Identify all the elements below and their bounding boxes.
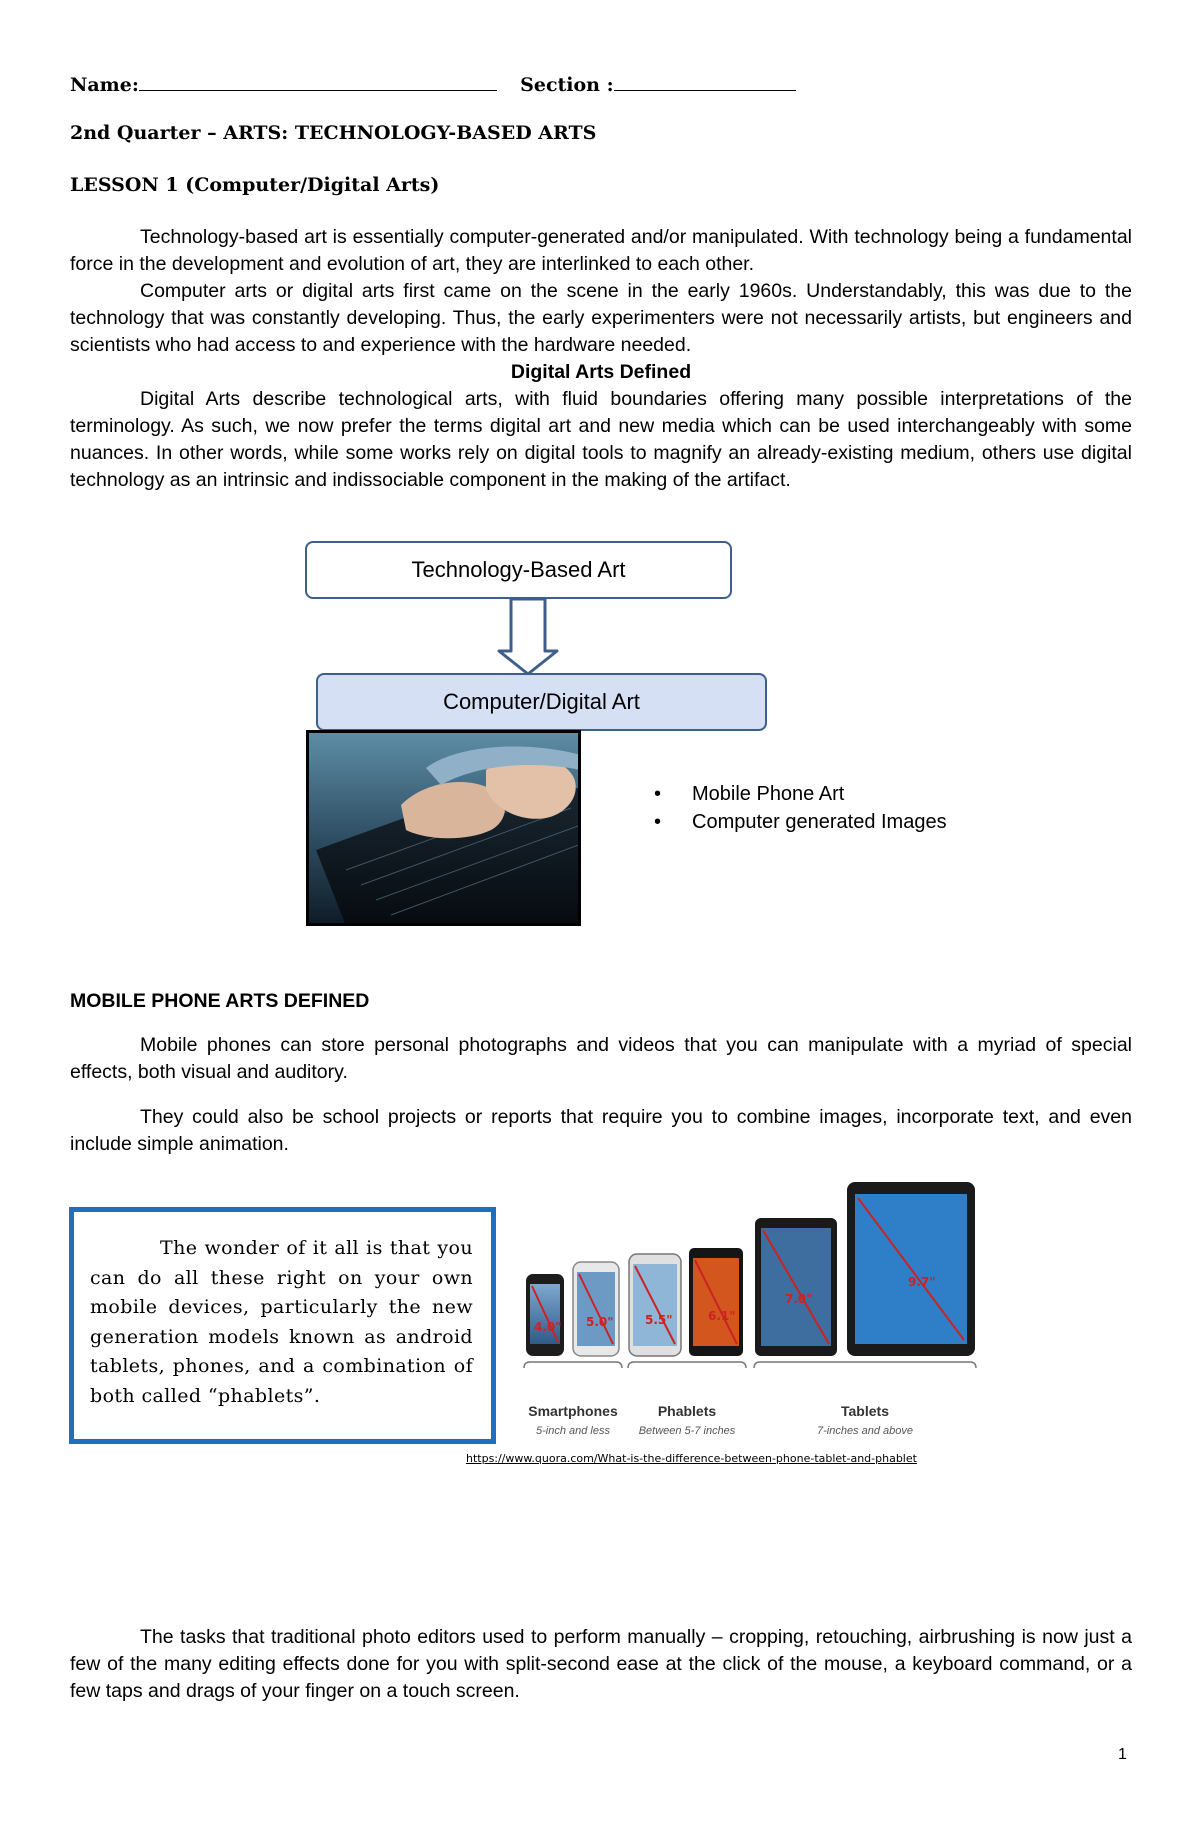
size-label: 5.0" xyxy=(586,1315,614,1329)
group-sub: 7-inches and above xyxy=(816,1425,914,1437)
size-label: 5.5" xyxy=(645,1313,673,1327)
name-label: Name: xyxy=(70,74,139,96)
size-label: 6.1" xyxy=(708,1309,736,1323)
mobile-paragraph-2: They could also be school projects or reports that require you to combine images, incorporate text, and even include simple animation. xyxy=(70,1106,1132,1155)
computer-digital-art-box: Computer/Digital Art xyxy=(316,673,767,731)
technology-based-art-box: Technology-Based Art xyxy=(305,541,732,599)
lesson-title: LESSON 1 (Computer/Digital Arts) xyxy=(70,174,440,196)
size-label: 4.0" xyxy=(534,1320,562,1334)
page-number: 1 xyxy=(1118,1746,1127,1763)
intro-section xyxy=(70,224,1132,494)
mobile-paragraph-1: Mobile phones can store personal photographs and videos that you can manipulate with a myriad of special effects, both visual and auditory. xyxy=(70,1034,1132,1083)
group-name: Tablets xyxy=(841,1403,889,1419)
digital-arts-paragraph: Digital Arts describe technological arts, with fluid boundaries offering many possible interpretations of the terminology. As such, we now prefer the terms digital art and new media which can be used interchangeably with some nuances. In other words, while some works rely on digital tools to magnify an already-existing medium, others use digital technology as an intrinsic and indissociable component in the making of the artifact. xyxy=(70,388,1132,491)
group-name: Smartphones xyxy=(528,1403,618,1419)
devices-comparison-figure xyxy=(520,1178,980,1438)
list-item: • Mobile Phone Art xyxy=(654,780,947,808)
digital-arts-heading: Digital Arts Defined xyxy=(510,361,692,383)
quarter-title: 2nd Quarter – ARTS: TECHNOLOGY-BASED ARTS xyxy=(70,122,597,144)
keyboard-typing-image xyxy=(306,730,581,926)
list-item: • Computer generated Images xyxy=(654,808,947,836)
student-info-line xyxy=(70,72,1130,96)
name-blank[interactable] xyxy=(139,72,497,91)
quote-text: The wonder of it all is that you can do all these right on your own mobile devices, particularly the new generation models known as android tablets, phones, and a combination of both called “phablets”. xyxy=(90,1237,473,1407)
size-label: 9.7" xyxy=(908,1275,936,1289)
intro-paragraph-2: Computer arts or digital arts first came on the scene in the early 1960s. Understandably, this was due to the technology that was constantly developing. Thus, the early experimenters were not necessarily artists, but engineers and scientists who had access to and experience with the hardware needed. xyxy=(70,280,1132,356)
section-blank[interactable] xyxy=(614,72,796,91)
source-link[interactable]: https://www.quora.com/What-is-the-difference-between-phone-tablet-and-phablet xyxy=(466,1452,917,1465)
digital-art-types-list xyxy=(654,780,947,836)
group-name: Phablets xyxy=(657,1403,717,1419)
section-label: Section : xyxy=(520,74,614,96)
group-sub: Between 5-7 inches xyxy=(638,1425,736,1437)
mobile-arts-heading: MOBILE PHONE ARTS DEFINED xyxy=(70,990,370,1012)
down-arrow-icon xyxy=(495,597,561,677)
intro-paragraph-1: Technology-based art is essentially computer-generated and/or manipulated. With technology being a fundamental force in the development and evolution of art, they are interlinked to each other. xyxy=(70,226,1132,275)
phablet-quote-box xyxy=(69,1207,496,1444)
photo-editing-paragraph: The tasks that traditional photo editors used to perform manually – cropping, retouching, airbrushing is now just a few of the many editing effects done for you with split-second ease at the click of the mouse, a keyboard command, or a few taps and drags of your finger on a touch screen. xyxy=(70,1626,1132,1702)
size-label: 7.0" xyxy=(785,1292,813,1306)
group-sub: 5-inch and less xyxy=(536,1425,610,1437)
